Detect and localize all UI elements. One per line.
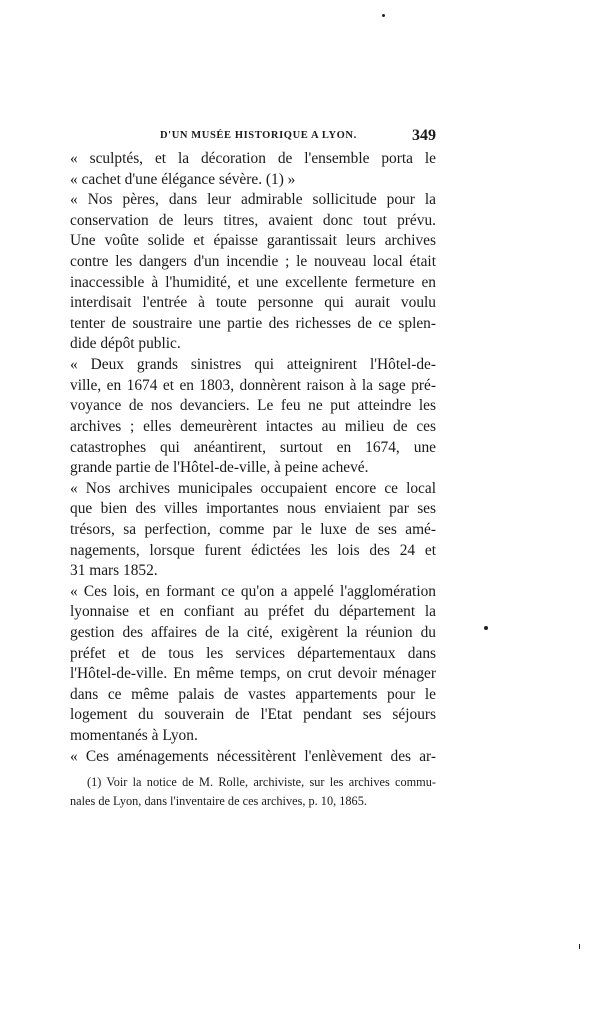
text-line: archives ; elles demeurèrent intactes au milieu de ces xyxy=(70,417,436,435)
text-line: nagements, lorsque furent édictées les lois des 24 et xyxy=(70,541,436,559)
ink-speck xyxy=(382,14,385,17)
text-line: l'Hôtel-de-ville. En même temps, on crut devoir ménager xyxy=(70,665,436,683)
text-line: « Deux grands sinistres qui atteignirent l'Hôtel-de- xyxy=(70,356,436,374)
text-line: interdisait l'entrée à toute personne qui aurait voulu xyxy=(70,294,436,312)
text-line: « sculptés, et la décoration de l'ensemble porta le xyxy=(70,150,436,167)
running-head xyxy=(70,127,436,148)
text-line: catastrophes qui anéantirent, surtout en 1674, une xyxy=(70,438,436,456)
footnote-line: nales de Lyon, dans l'inventaire de ces archives, p. 10, 1865. xyxy=(70,794,367,808)
text-line: « Nos pères, dans leur admirable sollicitude pour la xyxy=(70,191,436,209)
text-line: grande partie de l'Hôtel-de-ville, à peine achevé. xyxy=(70,459,369,477)
ink-speck xyxy=(579,944,580,949)
text-line: 31 mars 1852. xyxy=(70,562,158,580)
text-line: lyonnaise et en confiant au préfet du département la xyxy=(70,603,436,621)
text-line: « Nos archives municipales occupaient encore ce local xyxy=(70,479,436,497)
page-number: 349 xyxy=(412,127,436,144)
text-line: « cachet d'une élégance sévère. (1) » xyxy=(70,170,296,188)
text-line: voyance de nos devanciers. Le feu ne put atteindre les xyxy=(70,397,436,415)
text-line: Une voûte solide et épaisse garantissait leurs archives xyxy=(70,232,436,250)
text-line: momentanés à Lyon. xyxy=(70,727,198,745)
text-line: trésors, sa perfection, comme par le luxe de ses amé- xyxy=(70,520,436,538)
text-line: ville, en 1674 et en 1803, donnèrent raison à la sage pré- xyxy=(70,376,436,394)
text-line: dide dépôt public. xyxy=(70,335,181,353)
text-line: « Ces aménagements nécessitèrent l'enlèvement des ar- xyxy=(70,747,436,765)
text-line: inaccessible à l'humidité, et une excellente fermeture en xyxy=(70,273,436,291)
text-line: que bien des villes importantes nous enviaient par ses xyxy=(70,500,436,518)
text-line: « Ces lois, en formant ce qu'on a appelé l'agglomération xyxy=(70,582,436,600)
text-line: gestion des affaires de la cité, exigèrent la réunion du xyxy=(70,624,436,642)
text-line: logement du souverain de l'Etat pendant ses séjours xyxy=(70,706,436,724)
footnote xyxy=(70,773,436,811)
footnote-line: (1) Voir la notice de M. Rolle, archiviste, sur les archives commu- xyxy=(87,775,436,789)
text-line: conservation de leurs titres, avaient donc tout prévu. xyxy=(70,211,436,229)
text-line: contre les dangers d'un incendie ; le nouveau local était xyxy=(70,253,436,271)
body-text xyxy=(70,149,436,767)
running-title: D'UN MUSÉE HISTORIQUE A LYON. xyxy=(160,130,357,141)
text-line: préfet et de tous les services départementaux dans xyxy=(70,644,436,662)
ink-speck xyxy=(484,626,488,630)
text-line: tenter de soustraire une partie des richesses de ce splen- xyxy=(70,314,436,332)
text-line: dans ce même palais de vastes appartements pour le xyxy=(70,685,436,703)
